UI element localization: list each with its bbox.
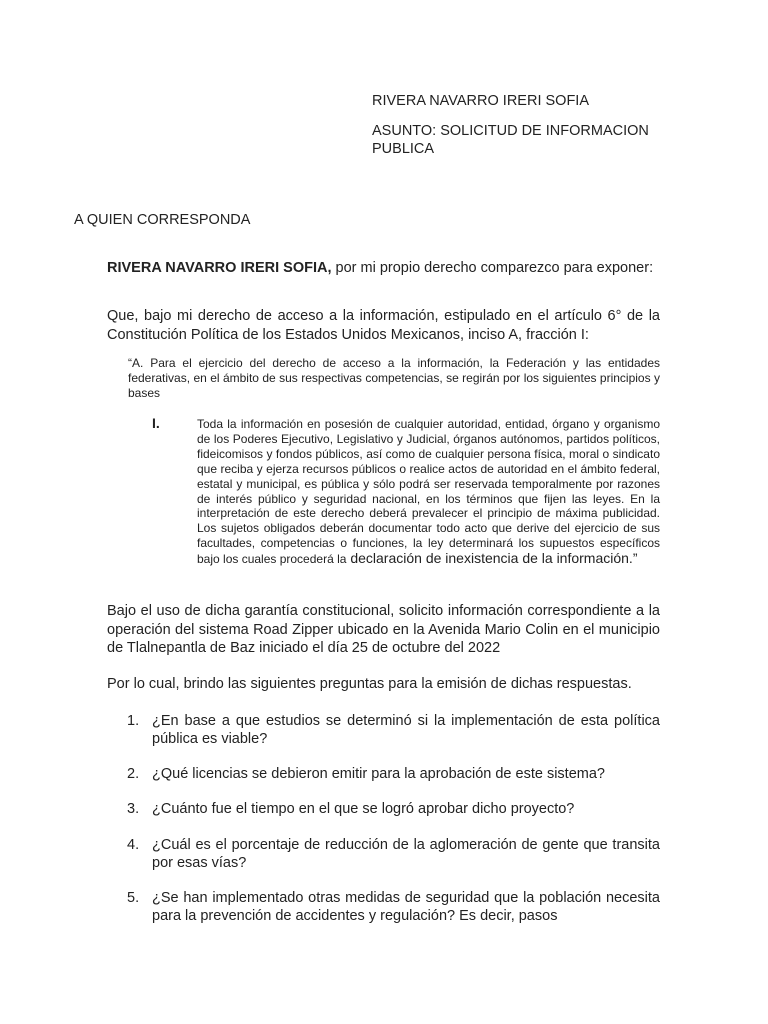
fraction-body: Toda la información en posesión de cualquier autoridad, entidad, órgano y organismo de los Poderes Ejecutivo, Legislativo y Judicial, órganos autónomos, partidos políticos, fideicomisos y fondos públicos, así como de cualquier persona física, moral o sindicato que reciba y ejerza recursos públicos o realice actos de autoridad en el ámbito federal, estatal y municipal, es pública y sólo podrá ser reservada temporalmente por razones de interés público y seguridad nacional, en los términos que fijen las leyes. En la interpretación de este derecho deberá prevalecer el principio de máxima publicidad. Los sujetos obligados deberán documentar todo acto que derive del ejercicio de sus facultades, competencias o funciones, la ley determinará los supuestos específicos bajo los cuales procederá la — [197, 417, 660, 567]
list-number: 3. — [127, 801, 140, 817]
request-paragraph: Bajo el uso de dicha garantía constitucional, solicito información correspondiente a la operación del sistema Road Zipper ubicado en la Avenida Mario Colin en el municipio de Tlalnepantla de Baz iniciado el día 25 de octubre del 2022 — [107, 603, 660, 656]
salutation: A QUIEN CORRESPONDA — [74, 212, 251, 228]
questions-intro: Por lo cual, brindo las siguientes preguntas para la emisión de dichas respuestas. — [107, 676, 632, 692]
sender-name: RIVERA NAVARRO IRERI SOFIA — [372, 93, 590, 109]
list-number: 2. — [127, 766, 140, 782]
quote-intro: “A. Para el ejercicio del derecho de acceso a la información, la Federación y las entidades federativas, en el ámbito de sus respectivas competencias, se regirán por los siguientes principios y bases — [128, 356, 660, 401]
list-text: ¿Cuál es el porcentaje de reducción de la aglomeración de gente que transita por esas vías? — [152, 837, 660, 871]
list-text: ¿Qué licencias se debieron emitir para la aprobación de este sistema? — [152, 766, 605, 782]
rights-paragraph: Que, bajo mi derecho de acceso a la información, estipulado en el artículo 6° de la Constitución Política de los Estados Unidos Mexicanos, inciso A, fracción I: — [107, 308, 660, 343]
list-text: ¿Cuánto fue el tiempo en el que se logró aprobar dicho proyecto? — [152, 801, 575, 817]
intro-text: por mi propio derecho comparezco para exponer: — [331, 260, 654, 276]
intro-name: RIVERA NAVARRO IRERI SOFIA, — [107, 260, 332, 276]
intro-paragraph — [107, 259, 660, 278]
list-text: ¿En base a que estudios se determinó si la implementación de esta política pública es viable? — [152, 713, 660, 747]
list-number: 4. — [127, 837, 140, 853]
list-number: 1. — [127, 713, 140, 729]
list-number: 5. — [127, 890, 140, 906]
fraction-numeral: I. — [152, 415, 160, 431]
list-text: ¿Se han implementado otras medidas de seguridad que la población necesita para la prevención de accidentes y regulación? Es decir, pasos — [152, 890, 660, 924]
fraction-text — [197, 417, 660, 567]
subject-line: ASUNTO: SOLICITUD DE INFORMACION PUBLICA — [372, 123, 649, 157]
fraction-end: declaración de inexistencia de la información.” — [346, 550, 638, 567]
